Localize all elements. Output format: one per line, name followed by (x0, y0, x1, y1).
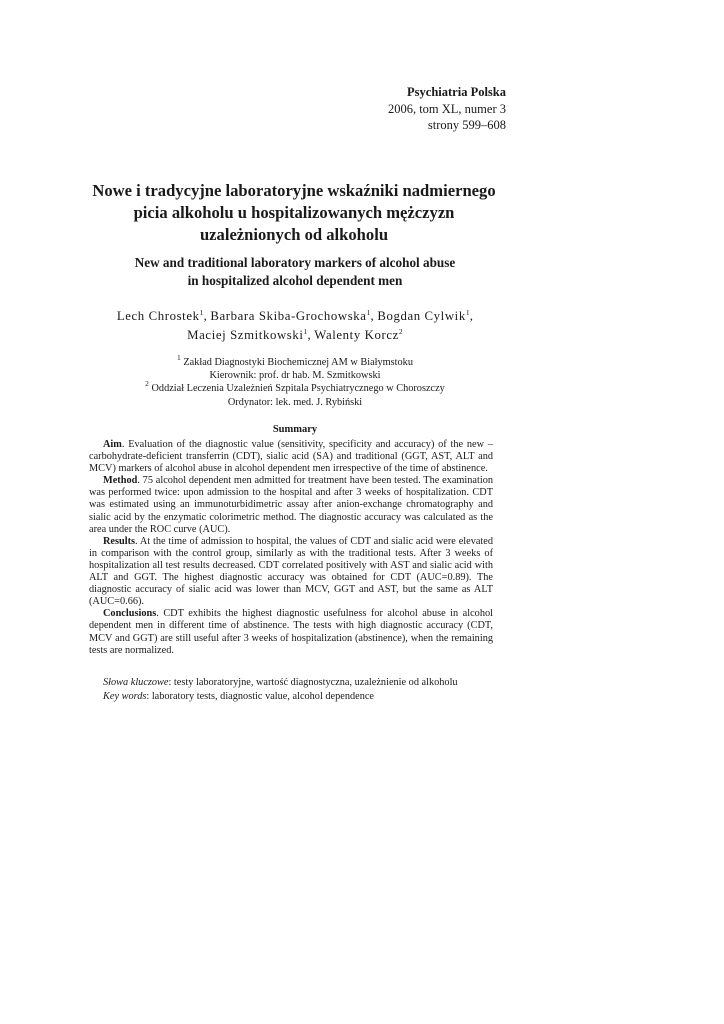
journal-name: Psychiatria Polska (407, 85, 506, 99)
section-text: . At the time of admission to hospital, the values of CDT and sialic acid were elevated in comparison with the control group, similarly as with the traditional tests. After 3 weeks of hospitalization all test results decreased. CDT correlated positively with AST and sialic acid with ALT and GGT. The highest diagnostic accuracy was obtained for CDT (AUC=0.89). The diagnostic accuracy of sialic acid was lower than MCV, GGT and AST, but the same as ALT (AUC=0.66). (89, 535, 493, 608)
author-list (90, 307, 500, 345)
keywords-label: Słowa kluczowe (103, 677, 169, 688)
author-separator: , (203, 309, 211, 323)
section-text: . Evaluation of the diagnostic value (sensitivity, specificity and accuracy) of the new –carbohydrate-deficient transferrin (CDT), sialic acid (SA) and traditional (GGT, AST, ALT and MCV) markers of alcohol abuse in alcohol dependent men irrespective of the time of abstinence. (89, 439, 493, 475)
author-separator: , (469, 309, 474, 323)
affiliation-1 (90, 353, 500, 369)
author-affiliation-mark: 2 (398, 327, 403, 336)
keywords-polish (89, 676, 493, 690)
title-english (100, 254, 490, 290)
abstract-aim (89, 439, 493, 475)
author-separator: , (370, 309, 378, 323)
abstract-conclusions (89, 608, 493, 656)
section-text: . CDT exhibits the highest diagnostic usefulness for alcohol abuse in alcohol dependent men in different time of abstinence. The tests with high diagnostic accuracy (CDT, MCV and GGT) are still useful after 3 weeks of hospitalization (abstinence), when the remaining tests are normalized. (89, 608, 493, 656)
keywords-label: Key words (103, 691, 147, 702)
title-english-line: New and traditional laboratory markers of alcohol abuse (134, 255, 456, 270)
section-label: Results (103, 535, 136, 547)
keywords-text: : testy laboratoryjne, wartość diagnostyczna, uzależnienie od alkoholu (168, 677, 458, 688)
title-polish-line: uzależnionych od alkoholu (199, 225, 389, 244)
author-name: Lech Chrostek (116, 309, 200, 323)
author-affiliation-mark: 1 (303, 327, 308, 336)
section-label: Conclusions (103, 608, 157, 620)
author-affiliation-mark: 1 (366, 308, 371, 317)
abstract-results (89, 536, 493, 609)
summary-heading: Summary (272, 424, 318, 435)
author-affiliation-mark: 1 (199, 308, 204, 317)
title-english-line: in hospitalized alcohol dependent men (187, 273, 403, 288)
keywords-english (89, 690, 493, 704)
affiliation-2 (90, 379, 500, 395)
affiliation-1-head: Kierownik: prof. dr hab. M. Szmitkowski (209, 370, 381, 382)
section-text: . 75 alcohol dependent men admitted for treatment have been tested. The examination was performed twice: upon admission to the hospital and after 3 weeks of hospitalization. CDT was estimated using an immunoturbidimetric assay after anion-exchange chromatography and sialic acid by the enzymatic colorimetric method. The diagnostic accuracy was calculated as the area under the ROC curve (AUC). (89, 475, 493, 535)
abstract (89, 439, 493, 657)
journal-header (388, 84, 506, 134)
title-polish-line: picia alkoholu u hospitalizowanych mężczyzn (133, 203, 455, 222)
journal-issue: 2006, tom XL, numer 3 (387, 101, 506, 116)
section-label: Aim (103, 439, 122, 450)
abstract-method (89, 475, 493, 535)
author-name: Maciej Szmitkowski (187, 328, 304, 342)
keywords-text: : laboratory tests, diagnostic value, alcohol dependence (146, 691, 374, 702)
affiliations (90, 353, 500, 409)
author-separator: , (307, 328, 315, 342)
affiliation-mark: 1 (177, 353, 181, 362)
affiliation-name: Zakład Diagnostyki Biochemicznej AM w Białymstoku (183, 357, 413, 368)
author-name: Barbara Skiba-Grochowska (210, 309, 367, 323)
title-polish (88, 180, 500, 246)
author-name: Bogdan Cylwik (377, 309, 466, 323)
author-affiliation-mark: 1 (465, 308, 470, 317)
section-label: Method (103, 475, 138, 487)
affiliation-name: Oddział Leczenia Uzależnień Szpitala Psychiatrycznego w Choroszczy (151, 383, 445, 395)
affiliation-mark: 2 (145, 379, 149, 389)
keywords (89, 676, 493, 704)
author-name: Walenty Korcz (314, 328, 399, 342)
title-polish-line: Nowe i tradycyjne laboratoryjne wskaźniki nadmiernego (92, 181, 496, 200)
affiliation-2-head: Ordynator: lek. med. J. Rybiński (227, 396, 363, 408)
journal-pages: strony 599–608 (427, 118, 506, 132)
